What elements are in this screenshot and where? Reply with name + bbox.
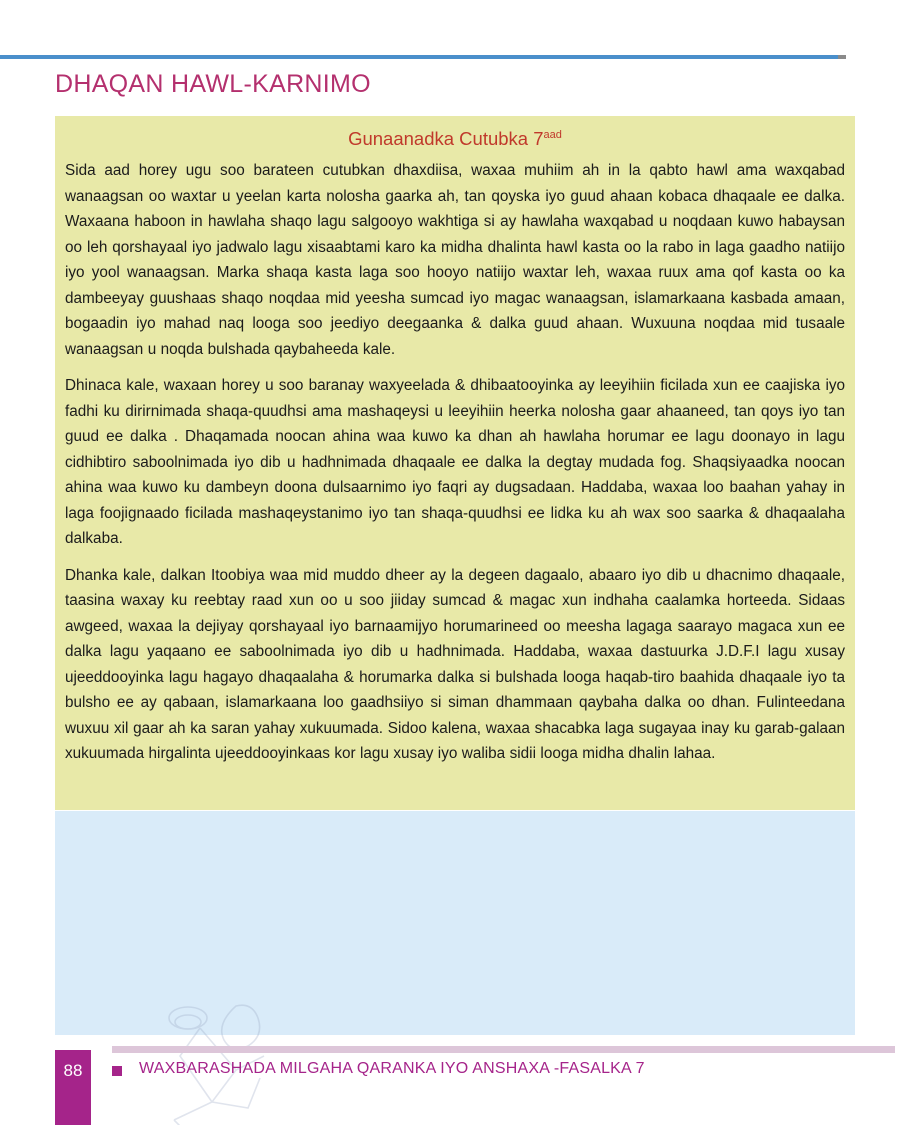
panel-heading-main: Gunaanadka Cutubka 7 xyxy=(348,128,544,149)
footer-title: WAXBARASHADA MILGAHA QARANKA IYO ANSHAXA -FASALKA 7 xyxy=(139,1060,645,1077)
square-bullet-icon xyxy=(112,1066,122,1076)
paragraph: Dhanka kale, dalkan Itoobiya waa mid muddo dheer ay la degeen dagaalo, abaaro iyo dib u dhacnimo dhaqaale, taasina waxay ku reebtay raad xun oo u soo jiiday sumcad & magac xun indhaha caalamka horteeda. Sidaas awgeed, waxaa la dejiyay qorshayaal iyo barnaamijyo horumarineed oo meesha lagaga saarayo magaca xun ee dalka lagu yaqaano ee saboolnimada iyo dib u hadhnimada. Haddaba, waxaa dastuurka J.D.F.I lagu xusay ujeeddooyinka lagu hagayo dhaqaalaha & horumarka dalka si bulshada looga haqab-tiro baahida dhaqaale iyo ta bulsho ee ay qabaan, islamarkaana loo gaadhsiiyo si siman dhammaan qaybaha dalka oo dhan. Fulinteedana wuxuu xil gaar ah ka saran yahay xukuumada. Sidoo kalena, waxaa shacabka laga sugayaa inay ku garab-galaan xukuumada hirgalinta ujeeddooyinkaas kor lagu xusay iyo waliba sidii looga midha dhalin lahaa. xyxy=(65,566,845,763)
page-title: DHAQAN HAWL-KARNIMO xyxy=(55,70,371,98)
activity-panel xyxy=(55,811,855,1035)
summary-panel xyxy=(55,116,855,810)
paragraph: Sida aad horey ugu soo barateen cutubkan dhaxdiisa, waxaa muhiim ah in la qabto hawl ama waxqabad wanaagsan oo waxtar u yeelan karta nolosha gaarka ah, tan qoyska iyo guud ahaan kobaca dhaqaale ee dalka. Waxaana haboon in hawlaha shaqo lagu salgooyo wakhtiga si ay hawlaha waxqabad u noqdaan kuwo habaysan oo leh qorshayaal iyo jadwalo lagu xisaabtami karo ka midha dhalinta hawl kasta oo la rabo in laga gaadho natiijo iyo yool wanaagsan. Marka shaqa kasta laga soo hooyo natiijo waxtar leh, waxaa ruux ama qof kasta oo ka dambeeyay guushaas shaqo noqdaa mid yeesha sumcad iyo magac wanaagsan, islamarkaana kasbada amaan, bogaadin iyo mahad naq looga soo jeediyo deegaanka & dalka guud ahaan. Wuxuuna noqdaa mid tusaale wanaagsan u noqda bulshada qaybaheeda kale. xyxy=(65,162,845,358)
header-rule-cap xyxy=(838,55,846,59)
panel-heading-superscript: aad xyxy=(543,128,562,141)
page-number: 88 xyxy=(63,1061,83,1080)
header-rule xyxy=(0,55,845,59)
page-number-box xyxy=(55,1050,91,1125)
paragraph: Dhinaca kale, waxaan horey u soo baranay waxyeelada & dhibaatooyinka ay leeyihiin ficilada xun ee caajiska iyo fadhi ku dirirnimada shaqa-quudhsi ama mashaqeysi u leeyihiin heerka nolosha gaar ahaaneed, tan qoys iyo tan guud ee dalka . Dhaqamada noocan ahina waa kuwo ka dhan ah hawlaha horumar ee lagu doonayo in lagu cidhibtiro saboolnimada iyo dib u hadhnimada dhaqaale ee dalka la degtay mudada fog. Shaqsiyaadka noocan ahina waa kuwo ku dambeyn doona dulsaarnimo iyo faqri ay dugsadaan. Haddaba, waxaa loo baahan yahay in laga foojignaado ficilada mashaqeystanimo iyo tan shaqa-quudhsi ee lidka ku ah wax soo saarka & dhaqaalaha dalkaba. xyxy=(65,377,845,548)
footer-rule xyxy=(112,1046,895,1053)
panel-heading xyxy=(65,128,845,150)
